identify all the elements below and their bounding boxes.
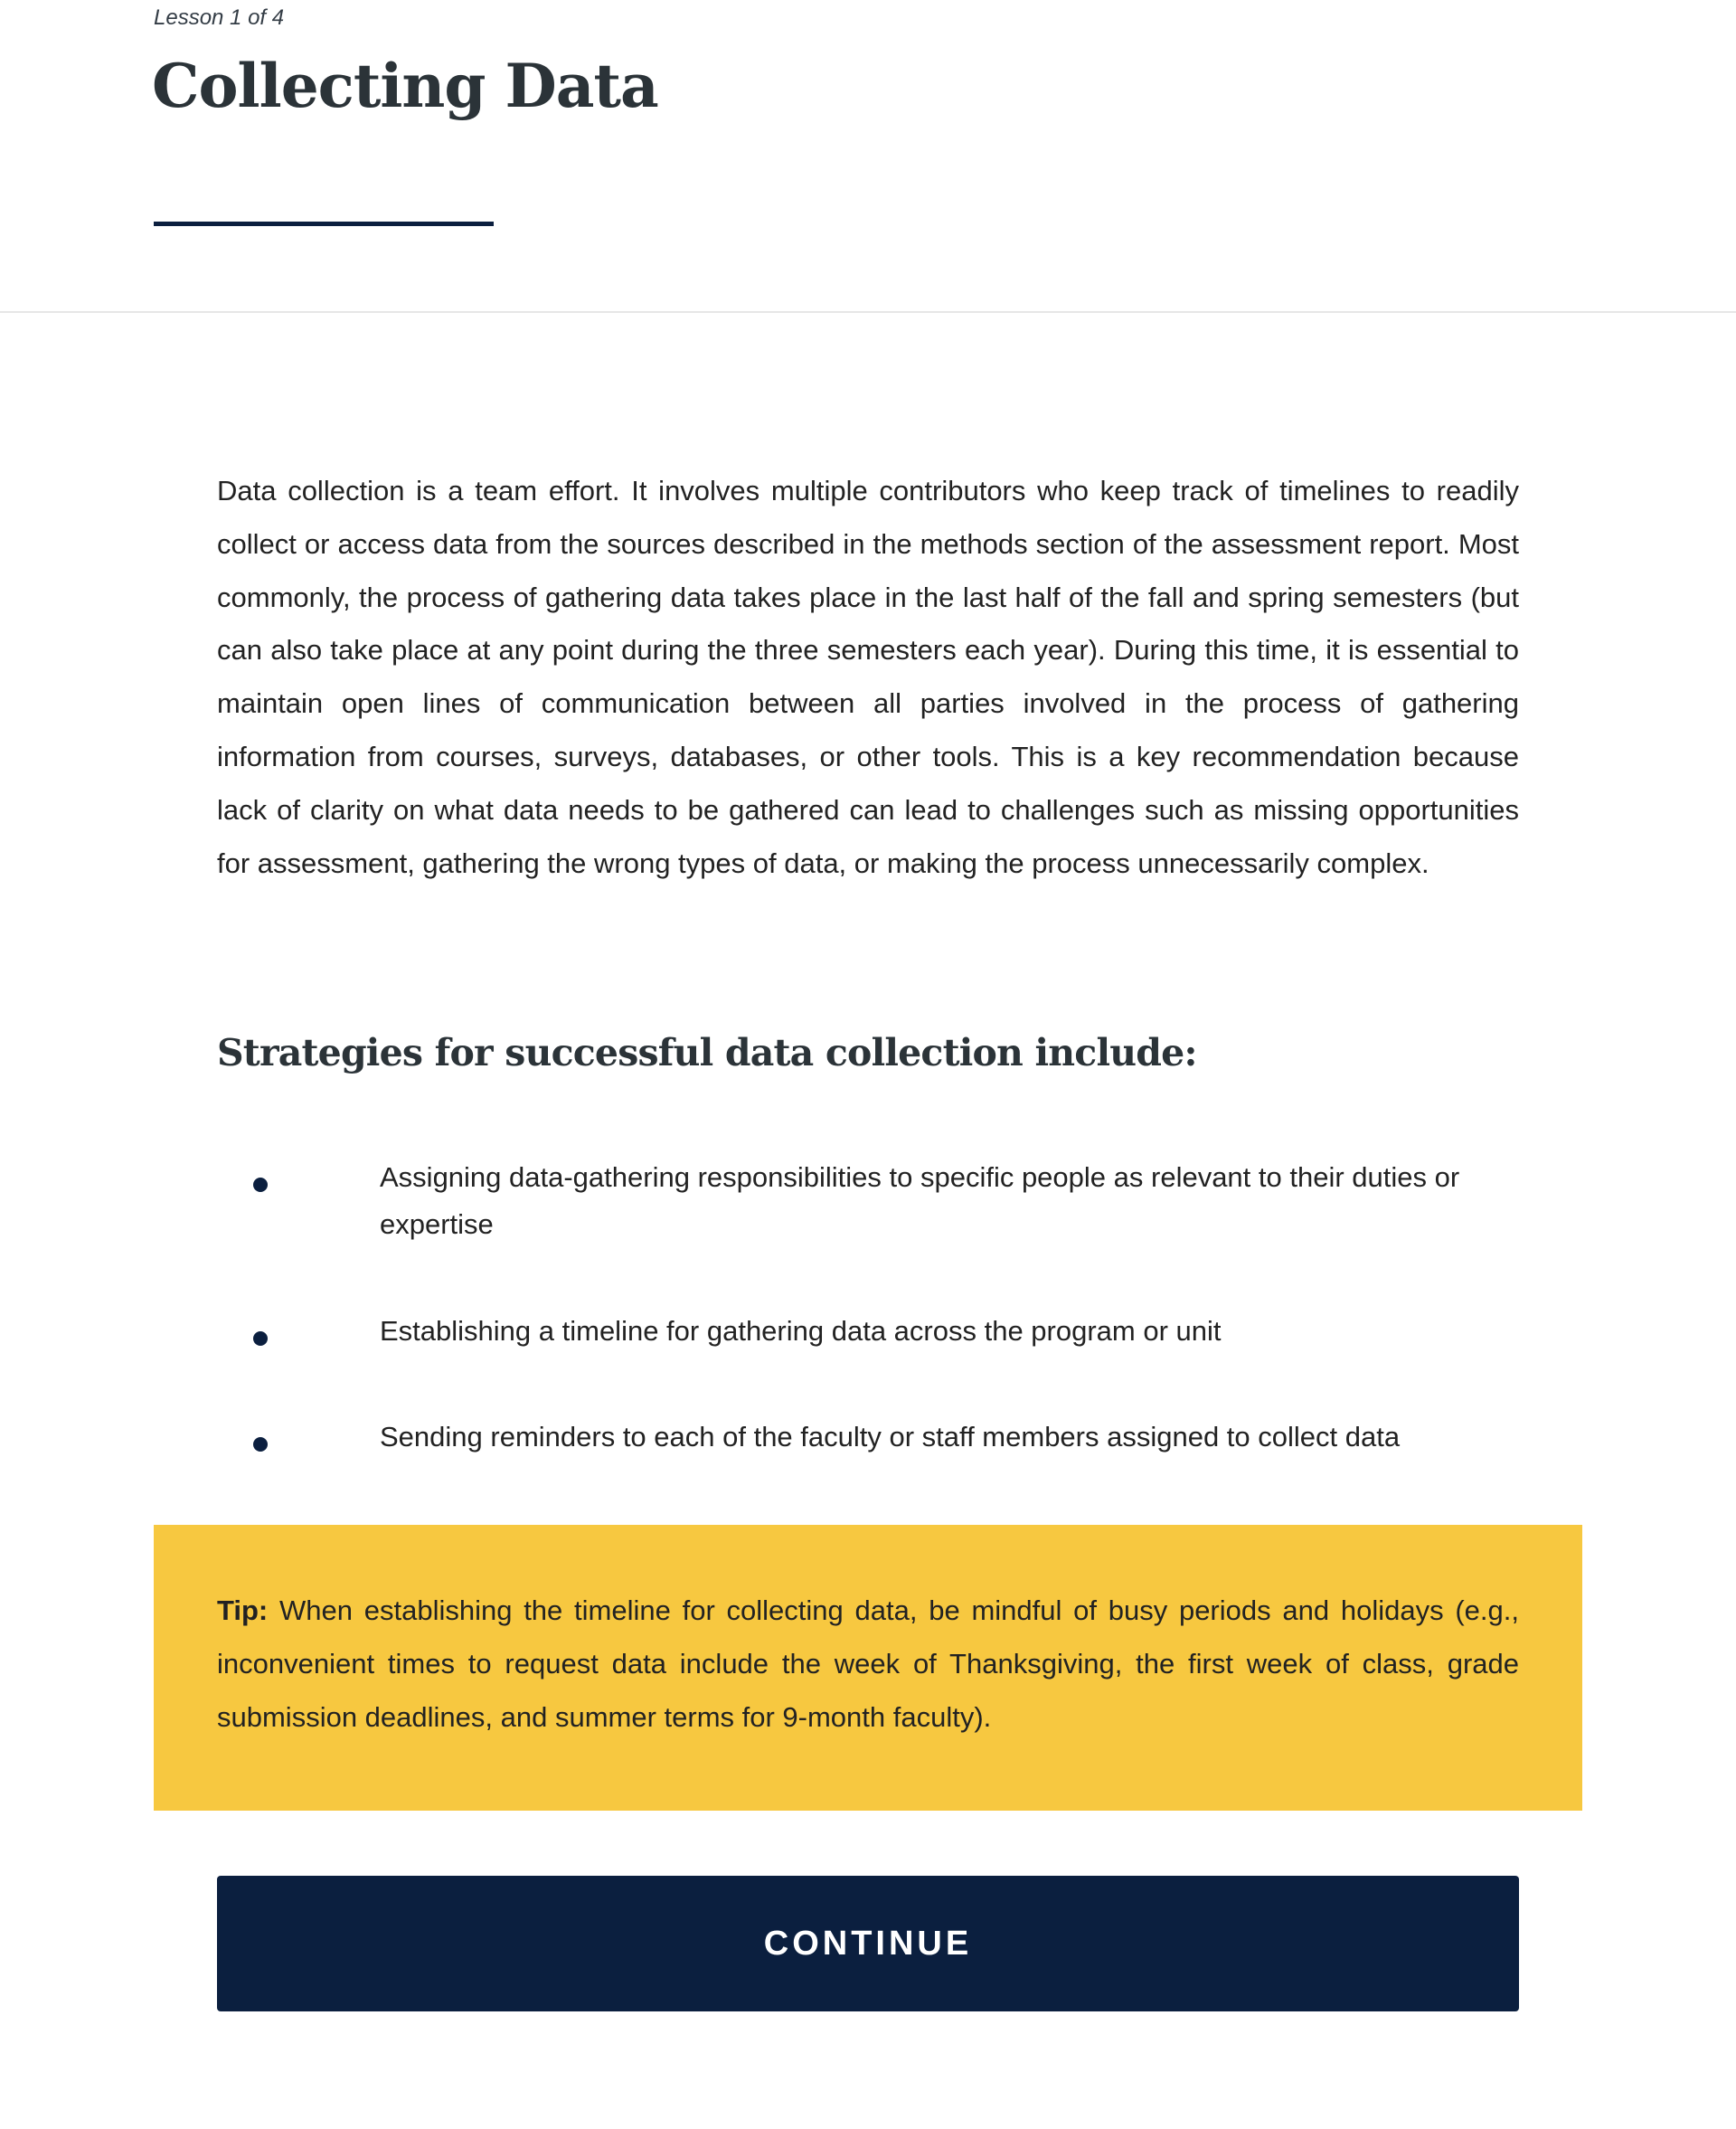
strategies-heading: Strategies for successful data collection include: [217, 1031, 1197, 1074]
lesson-title: Collecting Data [152, 51, 658, 121]
intro-paragraph: Data collection is a team effort. It involves multiple contributors who keep track of timelines to readily collect or access data from the sources described in the methods section of the assessment report. Most commonly, the process of gathering data takes place in the last half of the fall and spring semesters (but can also take place at any point during the three semesters each year). During this time, it is essential to maintain open lines of communication between all parties involved in the process of gathering information from courses, surveys, databases, or other tools. This is a key recommendation because lack of clarity on what data needs to be gathered can lead to challenges such as missing opportunities for assessment, gathering the wrong types of data, or making the process unnecessarily complex. [217, 475, 1519, 879]
list-item-text: Sending reminders to each of the faculty or staff members assigned to collect data [380, 1421, 1401, 1452]
bullet-icon [253, 1178, 268, 1192]
lesson-header [0, 0, 1736, 313]
list-item-text: Establishing a timeline for gathering data across the program or unit [380, 1315, 1222, 1347]
bullet-icon [253, 1331, 268, 1346]
lesson-counter: Lesson 1 of 4 [154, 5, 285, 30]
tip-body: When establishing the timeline for collecting data, be mindful of busy periods and holidays (e.g., inconvenient times to request data include the week of Thanksgiving, the first week of class, grade submission deadlines, and summer terms for 9-month faculty). [217, 1594, 1519, 1733]
tip-callout [154, 1525, 1582, 1811]
tip-label: Tip: [217, 1594, 269, 1626]
list-item-text: Assigning data-gathering responsibilities to specific people as relevant to their duties or expertise [380, 1161, 1460, 1240]
tip-text [217, 1585, 1519, 1744]
continue-button[interactable]: CONTINUE [217, 1876, 1519, 2011]
title-divider [154, 222, 494, 226]
bullet-icon [253, 1437, 268, 1452]
